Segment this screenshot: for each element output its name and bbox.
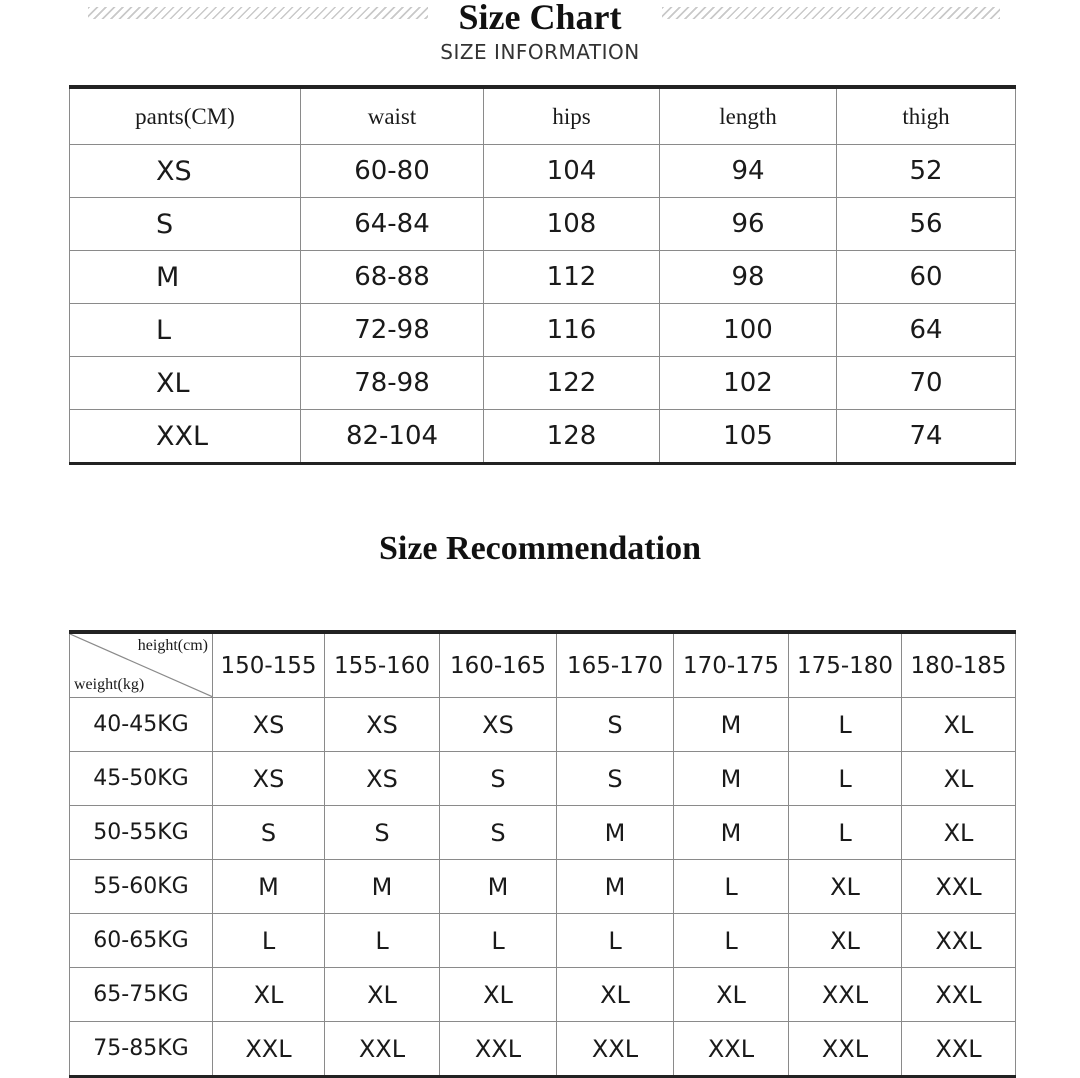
- length-cell: 98: [660, 251, 837, 304]
- table-row: [70, 1022, 1016, 1077]
- column-header-length: length: [660, 87, 837, 145]
- thigh-cell: 74: [837, 410, 1016, 464]
- recommendation-title: Size Recommendation: [378, 530, 701, 567]
- size-label-cell: L: [70, 304, 301, 357]
- hips-cell: 104: [484, 145, 660, 198]
- page-subtitle: SIZE INFORMATION: [440, 40, 640, 64]
- recommended-size-cell: XXL: [902, 914, 1016, 968]
- size-label-cell: S: [70, 198, 301, 251]
- recommended-size-cell: XXL: [902, 968, 1016, 1022]
- size-label-cell: XS: [70, 145, 301, 198]
- hips-cell: 116: [484, 304, 660, 357]
- recommended-size-cell: L: [557, 914, 674, 968]
- recommended-size-cell: XS: [213, 752, 325, 806]
- weight-label-cell: 45-50KG: [70, 752, 213, 806]
- weight-label-cell: 40-45KG: [70, 698, 213, 752]
- hips-cell: 122: [484, 357, 660, 410]
- table-row: [70, 145, 1016, 198]
- thigh-cell: 64: [837, 304, 1016, 357]
- recommended-size-cell: XXL: [902, 860, 1016, 914]
- hips-cell: 128: [484, 410, 660, 464]
- recommended-size-cell: XL: [789, 860, 902, 914]
- table-row: [70, 357, 1016, 410]
- length-cell: 100: [660, 304, 837, 357]
- recommended-size-cell: M: [674, 698, 789, 752]
- height-header-cell: 150-155: [213, 632, 325, 698]
- length-cell: 105: [660, 410, 837, 464]
- waist-cell: 64-84: [301, 198, 484, 251]
- length-cell: 94: [660, 145, 837, 198]
- height-header-cell: 175-180: [789, 632, 902, 698]
- recommended-size-cell: XXL: [213, 1022, 325, 1077]
- recommended-size-cell: M: [557, 806, 674, 860]
- recommended-size-cell: M: [674, 752, 789, 806]
- table-row: [70, 410, 1016, 464]
- recommended-size-cell: XXL: [789, 1022, 902, 1077]
- column-header-hips: hips: [484, 87, 660, 145]
- recommended-size-cell: XS: [213, 698, 325, 752]
- waist-cell: 68-88: [301, 251, 484, 304]
- recommended-size-cell: L: [789, 806, 902, 860]
- recommended-size-cell: XXL: [902, 1022, 1016, 1077]
- size-chart-header-row: [70, 87, 1016, 145]
- recommended-size-cell: XXL: [674, 1022, 789, 1077]
- recommended-size-cell: L: [674, 860, 789, 914]
- size-label-cell: XL: [70, 357, 301, 410]
- table-row: [70, 914, 1016, 968]
- waist-cell: 78-98: [301, 357, 484, 410]
- recommendation-header-row: [70, 632, 1016, 698]
- height-header-cell: 180-185: [902, 632, 1016, 698]
- recommended-size-cell: XS: [440, 698, 557, 752]
- recommended-size-cell: XXL: [440, 1022, 557, 1077]
- size-label-cell: XXL: [70, 410, 301, 464]
- table-row: [70, 251, 1016, 304]
- weight-label-cell: 75-85KG: [70, 1022, 213, 1077]
- size-recommendation-table: [69, 630, 1016, 1078]
- recommended-size-cell: M: [440, 860, 557, 914]
- column-header-waist: waist: [301, 87, 484, 145]
- recommended-size-cell: XL: [440, 968, 557, 1022]
- table-row: [70, 968, 1016, 1022]
- recommended-size-cell: XXL: [789, 968, 902, 1022]
- recommended-size-cell: XL: [674, 968, 789, 1022]
- recommended-size-cell: S: [440, 806, 557, 860]
- recommended-size-cell: XL: [902, 698, 1016, 752]
- recommended-size-cell: M: [674, 806, 789, 860]
- recommended-size-cell: M: [213, 860, 325, 914]
- recommended-size-cell: XXL: [325, 1022, 440, 1077]
- size-chart-table: [69, 85, 1016, 465]
- weight-label-cell: 65-75KG: [70, 968, 213, 1022]
- column-header-thigh: thigh: [837, 87, 1016, 145]
- recommended-size-cell: XS: [325, 752, 440, 806]
- table-row: [70, 806, 1016, 860]
- recommended-size-cell: XL: [902, 806, 1016, 860]
- page-title: Size Chart: [458, 0, 622, 37]
- recommended-size-cell: XL: [325, 968, 440, 1022]
- weight-label-cell: 50-55KG: [70, 806, 213, 860]
- corner-cell: [70, 632, 213, 698]
- hips-cell: 108: [484, 198, 660, 251]
- table-row: [70, 304, 1016, 357]
- corner-weight-label: weight(kg): [74, 676, 145, 693]
- height-header-cell: 155-160: [325, 632, 440, 698]
- recommended-size-cell: XL: [789, 914, 902, 968]
- thigh-cell: 60: [837, 251, 1016, 304]
- recommended-size-cell: L: [325, 914, 440, 968]
- table-row: [70, 198, 1016, 251]
- recommended-size-cell: L: [789, 698, 902, 752]
- weight-label-cell: 60-65KG: [70, 914, 213, 968]
- hips-cell: 112: [484, 251, 660, 304]
- recommended-size-cell: XS: [325, 698, 440, 752]
- recommended-size-cell: S: [557, 698, 674, 752]
- size-label-cell: M: [70, 251, 301, 304]
- thigh-cell: 70: [837, 357, 1016, 410]
- recommended-size-cell: M: [325, 860, 440, 914]
- height-header-cell: 160-165: [440, 632, 557, 698]
- weight-label-cell: 55-60KG: [70, 860, 213, 914]
- waist-cell: 72-98: [301, 304, 484, 357]
- recommended-size-cell: XL: [902, 752, 1016, 806]
- recommended-size-cell: L: [213, 914, 325, 968]
- recommended-size-cell: L: [440, 914, 557, 968]
- recommended-size-cell: M: [557, 860, 674, 914]
- waist-cell: 82-104: [301, 410, 484, 464]
- thigh-cell: 56: [837, 198, 1016, 251]
- recommended-size-cell: L: [789, 752, 902, 806]
- recommended-size-cell: S: [440, 752, 557, 806]
- recommended-size-cell: S: [213, 806, 325, 860]
- waist-cell: 60-80: [301, 145, 484, 198]
- table-row: [70, 698, 1016, 752]
- length-cell: 96: [660, 198, 837, 251]
- recommended-size-cell: XXL: [557, 1022, 674, 1077]
- thigh-cell: 52: [837, 145, 1016, 198]
- recommended-size-cell: L: [674, 914, 789, 968]
- recommended-size-cell: XL: [213, 968, 325, 1022]
- height-header-cell: 170-175: [674, 632, 789, 698]
- height-header-cell: 165-170: [557, 632, 674, 698]
- corner-height-label: height(cm): [137, 637, 208, 654]
- column-header-pants: pants(CM): [70, 87, 301, 145]
- table-row: [70, 860, 1016, 914]
- recommended-size-cell: S: [325, 806, 440, 860]
- recommended-size-cell: XL: [557, 968, 674, 1022]
- recommended-size-cell: S: [557, 752, 674, 806]
- length-cell: 102: [660, 357, 837, 410]
- table-row: [70, 752, 1016, 806]
